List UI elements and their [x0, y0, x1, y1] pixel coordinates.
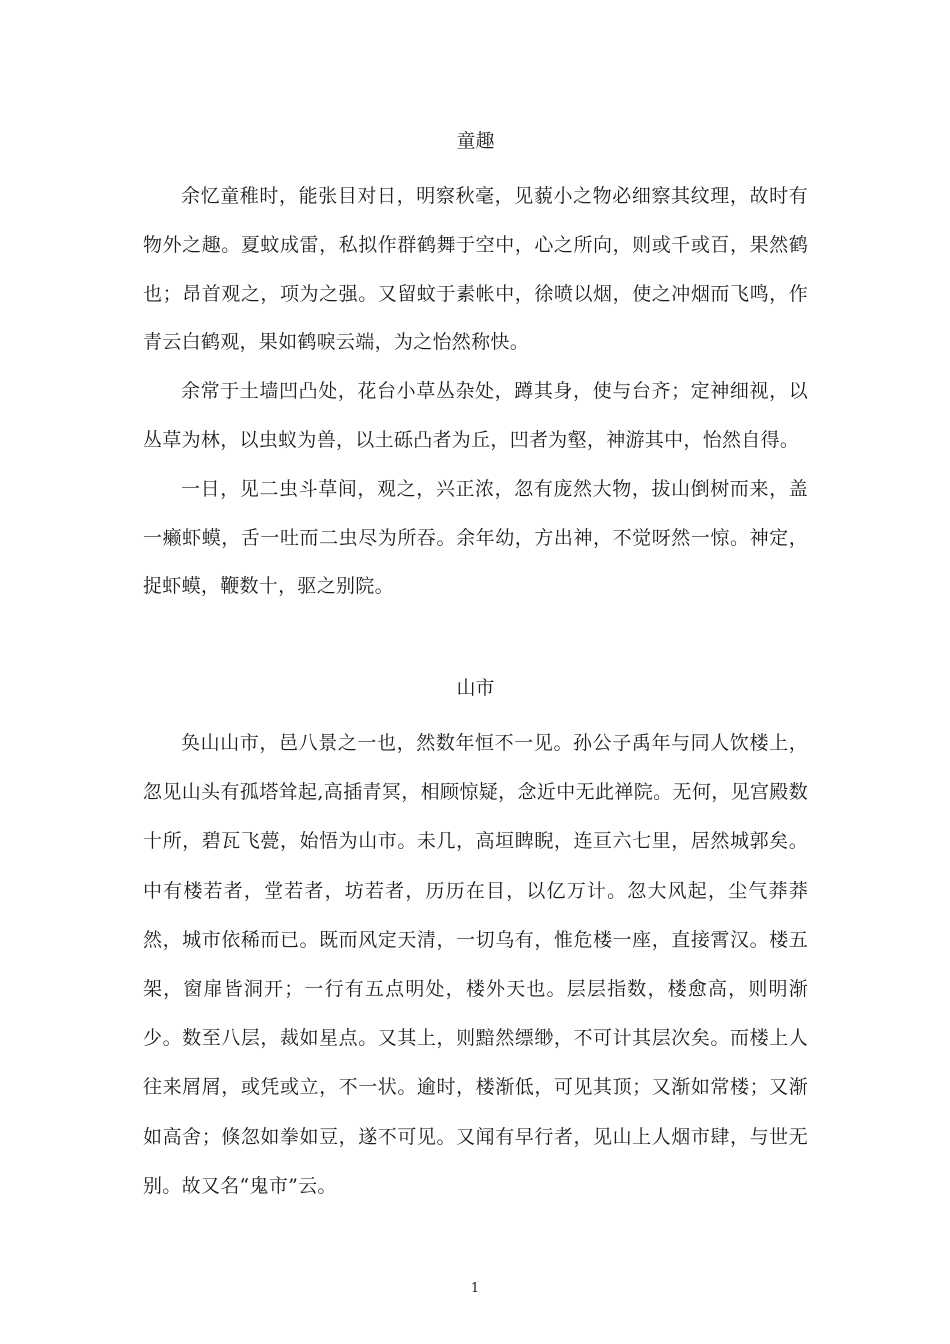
paragraph: 余忆童稚时，能张目对日，明察秋毫，见藐小之物必细察其纹理，故时有物外之趣。夏蚊成雷，私拟作群鹤舞于空中，心之所向，则或千或百，果然鹤也；昂首观之，项为之强。又留蚊于素帐中，徐喷以烟，使之冲烟而飞鸣，作青云白鹤观，果如鹤唳云端，为之怡然称快。	[143, 185, 808, 354]
section-shanshi	[143, 673, 808, 1211]
section-title: 山市	[456, 677, 495, 699]
page-number: 1	[470, 1281, 480, 1296]
section-title: 童趣	[456, 130, 495, 152]
section-tongqu	[143, 126, 808, 611]
paragraph: 奂山山市，邑八景之一也，然数年恒不一见。孙公子禹年与同人饮楼上，忽见山头有孤塔耸起,高插青冥，相顾惊疑，念近中无此禅院。无何，见宫殿数十所，碧瓦飞甍，始悟为山市。未几，高垣睥睨，连亘六七里，居然城郭矣。中有楼若者，堂若者，坊若者，历历在目，以亿万计。忽大风起，尘气莽莽然，城市依稀而已。既而风定天清，一切乌有，惟危楼一座，直接霄汉。楼五架，窗扉皆洞开；一行有五点明处，楼外天也。层层指数，楼愈高，则明渐少。数至八层，裁如星点。又其上，则黯然缥缈，不可计其层次矣。而楼上人往来屑屑，或凭或立，不一状。逾时，楼渐低，可见其顶；又渐如常楼；又渐如高舍；倏忽如拳如豆，遂不可见。又闻有早行者，见山上人烟市肆，与世无别。故又名“鬼市”云。	[143, 732, 808, 1197]
paragraph: 余常于土墙凹凸处，花台小草丛杂处，蹲其身，使与台齐；定神细视，以丛草为林，以虫蚁为兽，以土砾凸者为丘，凹者为壑，神游其中，怡然自得。	[143, 380, 808, 451]
paragraph: 一日，见二虫斗草间，观之，兴正浓，忽有庞然大物，拔山倒树而来，盖一癞虾蟆，舌一吐而二虫尽为所吞。余年幼，方出神，不觉呀然一惊。神定，捉虾蟆，鞭数十，驱之别院。	[143, 477, 808, 598]
